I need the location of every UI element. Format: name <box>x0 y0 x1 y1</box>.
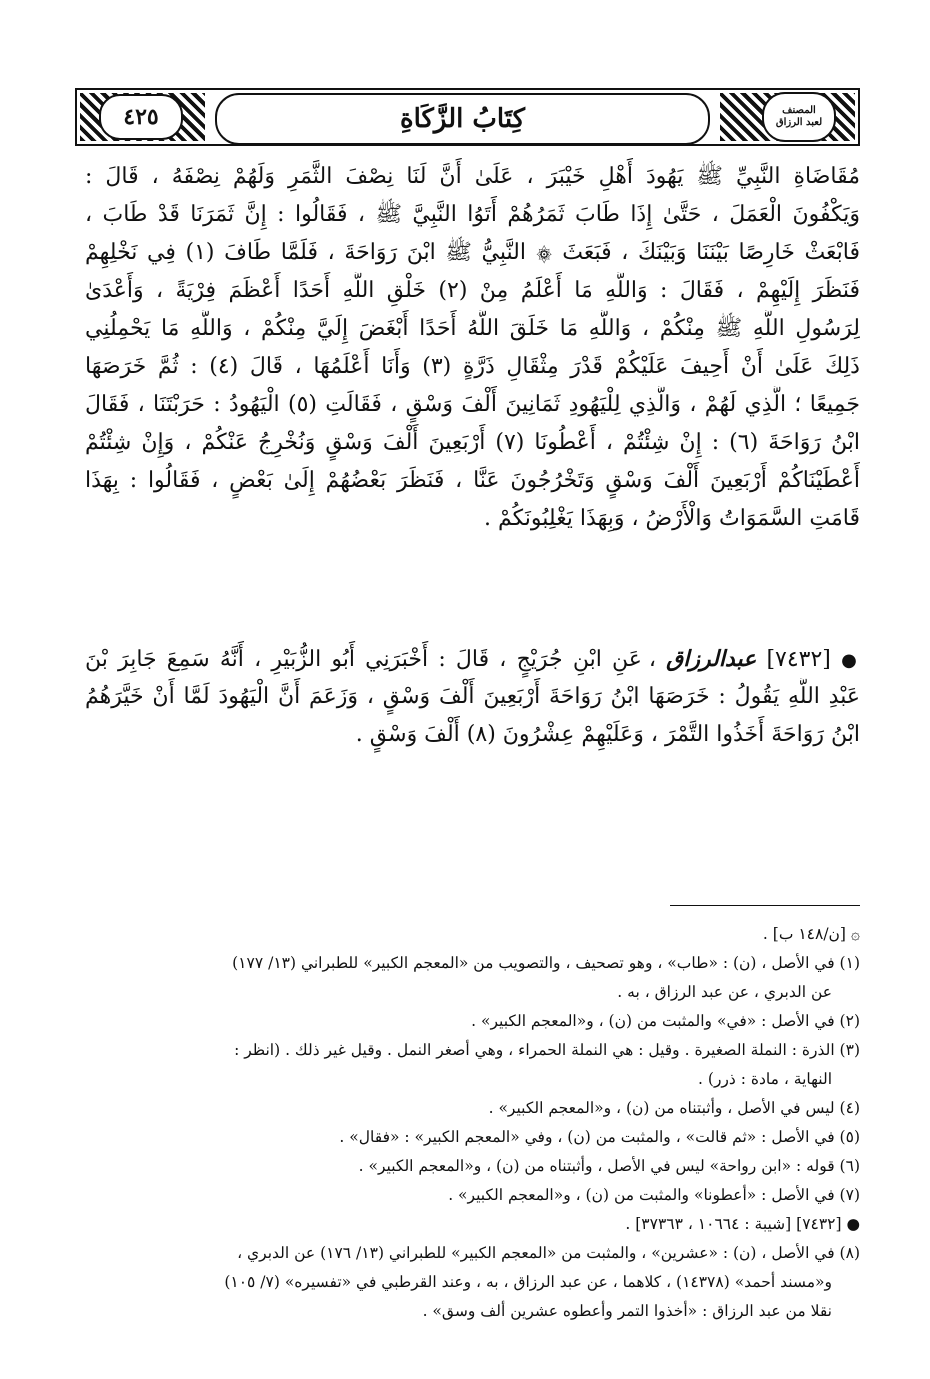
footnote-line: النهاية ، مادة : ذرر) . <box>698 1070 832 1088</box>
footnote-line: (٣) الذرة : النملة الصغيرة . وقيل : هي النملة الحمراء ، وهي أصغر النمل . وقيل غير ذلك . (انظر : <box>234 1041 860 1059</box>
book-seal-line: لعبد الرزاق <box>775 117 823 128</box>
text-line: أَعْطَيْنَاكُمْ أَرْبَعِينَ أَلْفَ وَسْقٍ وَتَخْرُجُونَ عَنَّا ، فَنَظَرَ بَعْضُهُمْ إِلَىٰ بَعْضٍ ، فَقَالُوا : بِهَذَا <box>85 468 860 493</box>
text-line: جَمِيعًا ؛ الَّذِي لَهُمْ ، وَالَّذِي لِلْيَهُودِ ثَمَانِينَ أَلْفَ وَسْقٍ ، فَقَالَتِ (٥) الْيَهُودُ : حَرَبْتَنَا ، فَقَالَ <box>85 392 860 417</box>
text-line: وَيَكْفُونَ الْعَمَلَ ، حَتَّىٰ إِذَا طَابَ ثَمَرُهُمْ أَتَوُا النَّبِيَّ ﷺ ، فَقَالُوا : إِنَّ ثَمَرَنَا قَدْ طَابَ ، <box>85 202 860 227</box>
footnote-7: (٧) في الأصل : «أعطونا» والمثبت من (ن) ، و«المعجم الكبير» . <box>448 1186 860 1204</box>
footnote-line: (٨) في الأصل ، (ن) : «عشرين» ، والمثبت من «المعجم الكبير» للطبراني (١٣/ ١٧٦) عن الدبري ، <box>237 1244 860 1262</box>
footnote-line: (١) في الأصل ، (ن) : «طاب» ، وهو تصحيف ، والتصويب من «المعجم الكبير» للطبراني (١٣/ ١٧٧) <box>232 954 860 972</box>
footnote-3 <box>85 1036 860 1094</box>
footnote-5: (٥) في الأصل : «ثم قالت» ، والمثبت من (ن) ، وفي «المعجم الكبير» : «فقال» . <box>339 1128 860 1146</box>
hadith-text: ، عَنِ ابْنِ جُرَيْجٍ ، قَالَ : أَخْبَرَنِي أَبُو الزُّبَيْرِ ، أَنَّهُ سَمِعَ جَابِرَ بْنَ <box>85 647 656 672</box>
page-number: ٤٢٥ <box>99 94 183 140</box>
footnote-marker: ۞ [ن/١٤٨ ب] . <box>762 925 860 943</box>
hadith-reference: ● [٧٤٣٢] [شيبة : ١٠٦٦٤ ، ٣٧٣٦٣] . <box>625 1215 860 1233</box>
text-line: فَنَظَرَ إِلَيْهِمْ ، فَقَالَ : وَاللَّهِ مَا أَعْلَمُ مِنْ (٢) خَلْقِ اللَّهِ أَحَدًا أَعْظَمَ فِرْيَةً ، وَأَعْدَىٰ <box>85 278 860 303</box>
page-header <box>75 88 860 146</box>
text-line: قَامَتِ السَّمَوَاتُ وَالْأَرْضُ ، وَبِهَذَا يَغْلِبُونَكُمْ . <box>484 506 860 531</box>
footnote-2: (٢) في الأصل : «في» والمثبت من (ن) ، و«المعجم الكبير» . <box>471 1012 860 1030</box>
text-line: ذَلِكَ عَلَىٰ أَنْ أَحِيفَ عَلَيْكُمْ قَدْرَ مِثْقَالِ ذَرَّةٍ (٣) وَأَنَا أَعْلَمُهَا ، قَالَ (٤) : ثُمَّ خَرَصَهَا <box>85 354 860 379</box>
footnote-4: (٤) ليس في الأصل ، وأثبتناه من (ن) ، و«المعجم الكبير» . <box>488 1099 860 1117</box>
text-line: لِرَسُولِ اللَّهِ ﷺ مِنْكُمْ ، وَاللَّهِ مَا خَلَقَ اللَّهُ أَحَدًا أَبْغَضَ إِلَيَّ مِنْكُمْ ، وَاللَّهِ مَا يَحْمِلُنِي <box>85 316 860 341</box>
hadith-line: ابْنُ رَوَاحَةَ أَخَذُوا التَّمْرَ ، وَعَلَيْهِمْ عِشْرُونَ (٨) أَلْفَ وَسْقٍ . <box>355 722 860 747</box>
footnote-6: (٦) قوله : «ابن رواحة» ليس في الأصل ، وأثبتناه من (ن) ، و«المعجم الكبير» . <box>358 1157 860 1175</box>
bullet-icon: ● <box>841 650 860 671</box>
hadith-narrator: عبدالرزاق <box>666 646 757 672</box>
text-line: ابْنُ رَوَاحَةَ (٦) : إِنْ شِئْتُمْ ، أَعْطُونَا (٧) أَرْبَعِينَ أَلْفَ وَسْقٍ وَنُخْرِجُ عَنْكُمْ ، وَإِنْ شِئْتُمْ <box>85 430 860 455</box>
footnote-line: نقلا من عبد الرزاق : «أخذوا التمر وأعطوه عشرين ألف وسق» . <box>422 1302 832 1320</box>
footnote-1 <box>85 949 860 1007</box>
footnote-separator <box>670 905 860 906</box>
hadith-line <box>85 640 860 678</box>
book-seal-logo <box>762 92 836 142</box>
chapter-title: كِتَابُ الزَّكَاةِ <box>215 93 710 145</box>
book-seal-line: المصنف <box>782 105 816 116</box>
footnote-line: و«مسند أحمد» (١٤٣٧٨) ، كلاهما ، عن عبد الرزاق ، به ، وعند القرطبي في «تفسيره» (٧/ ١٠٥) <box>224 1273 832 1291</box>
hadith-number: [٧٤٣٢] <box>766 647 831 672</box>
footnotes <box>85 920 860 1326</box>
footnote-line: عن الدبري ، عن عبد الرزاق ، به . <box>617 983 832 1001</box>
text-line: فَابْعَثْ خَارِصًا بَيْنَنَا وَبَيْنَكَ ، فَبَعَثَ ۞ النَّبِيُّ ﷺ ابْنَ رَوَاحَةَ ، فَلَمَّا طَافَ (١) فِي نَخْلِهِمْ <box>85 240 860 265</box>
hadith-7432 <box>85 640 860 754</box>
main-text <box>85 158 860 538</box>
hadith-line: عَبْدِ اللَّهِ يَقُولُ : خَرَصَهَا ابْنُ رَوَاحَةَ أَرْبَعِينَ أَلْفَ وَسْقٍ ، وَزَعَمَ أَنَّ الْيَهُودَ لَمَّا أَنْ خَيَّرَهُمُ <box>85 684 860 709</box>
text-line: مُقَاضَاةِ النَّبِيِّ ﷺ يَهُودَ أَهْلِ خَيْبَرَ ، عَلَىٰ أَنَّ لَنَا نِصْفَ الثَّمَرِ وَلَهُمْ نِصْفَهُ ، قَالَ : <box>85 164 860 189</box>
footnote-8 <box>85 1239 860 1326</box>
